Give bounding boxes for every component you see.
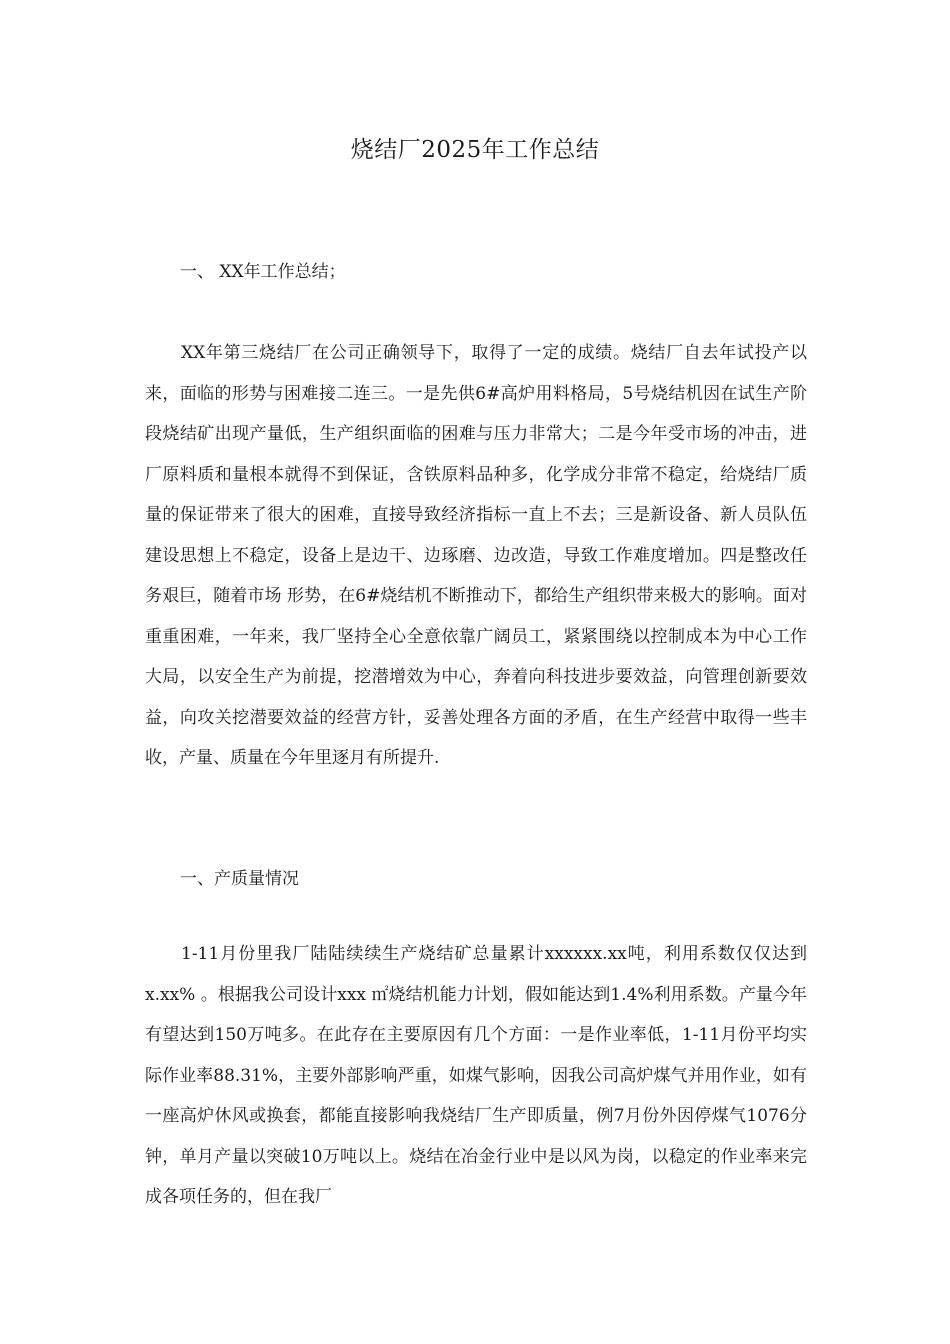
paragraph-work-summary: XX年第三烧结厂在公司正确领导下，取得了一定的成绩。烧结厂自去年试投产以来，面临的形势与困难接二连三。一是先供6#高炉用料格局，5号烧结机因在试生产阶段烧结矿出现产量低，生产组织面临的困难与压力非常大；二是今年受市场的冲击，进厂原料质和量根本就得不到保证，含铁原料品种多，化学成分非常不稳定，给烧结厂质量的保证带来了很大的困难，直接导致经济指标一直上不去；三是新设备、新人员队伍建设思想上不稳定，设备上是边干、边琢磨、边改造，导致工作难度增加。四是整改任务艰巨，随着市场 形势，在6#烧结机不断推动下，都给生产组织带来极大的影响。面对重重困难，一年来，我厂坚持全心全意依靠广阔员工，紧紧围绕以控制成本为中心工作大局，以安全生产为前提，挖潜增效为中心，奔着向科技进步要效益，向管理创新要效益，向攻关挖潜要效益的经营方针，妥善处理各方面的矛盾，在生产经营中取得一些丰收，产量、质量在今年里逐月有所提升. <box>145 343 807 768</box>
section-heading-production-quality: 一、产质量情况 <box>180 869 299 889</box>
document-title: 烧结厂2025年工作总结 <box>350 137 600 163</box>
paragraph-production-quality: 1-11月份里我厂陆陆续续生产烧结矿总量累计xxxxxx.xx吨，利用系数仅仅达到x.xx% 。根据我公司设计xxx ㎡烧结机能力计划，假如能达到1.4%利用系数。产量今年有望达到150万吨多。在此存在主要原因有几个方面：一是作业率低，1-11月份平均实际作业率88.31%，主要外部影响严重，如煤气影响，因我公司高炉煤气并用作业，如有一座高炉休风或换套，都能直接影响我烧结厂生产即质量，例7月份外因停煤气1076分钟，单月产量以突破10万吨以上。烧结在冶金行业中是以风为岗，以稳定的作业率来完成各项任务的，但在我厂 <box>145 944 807 1207</box>
section-heading-work-summary: 一、 XX年工作总结； <box>180 262 346 282</box>
